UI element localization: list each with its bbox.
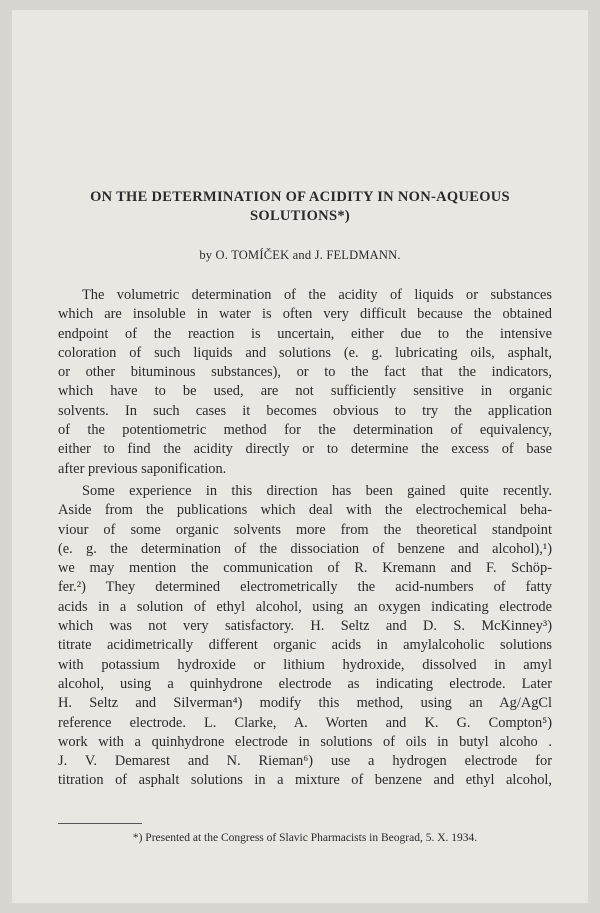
footnote-divider: [58, 823, 142, 824]
text-line: we may mention the communication of R. Kremann and F. Schöp-: [58, 560, 552, 577]
text-line: titrate acidimetrically different organic acids in amylalcoholic solutions: [58, 637, 552, 654]
text-line: or other bituminous substances), or to the fact that the indicators,: [58, 364, 552, 381]
text-line: work with a quinhydrone electrode in solutions of oils in butyl alcoho .: [58, 733, 552, 750]
text-line: of the potentiometric method for the determination of equivalency,: [58, 422, 552, 439]
text-line: acids in a solution of ethyl alcohol, using an oxygen indicating electrode: [58, 598, 552, 615]
paragraph-2: [58, 482, 552, 791]
paragraph-1: [58, 286, 552, 479]
text-line: (e. g. the determination of the dissociation of benzene and alcohol),¹): [58, 540, 552, 557]
text-line: fer.²) They determined electrometrically the acid-numbers of fatty: [58, 579, 552, 596]
text-line: titration of asphalt solutions in a mixture of benzene and ethyl alcohol,: [58, 772, 552, 789]
text-line: H. Seltz and Silverman⁴) modify this method, using an Ag/AgCl: [58, 695, 552, 712]
article-title: [12, 188, 588, 226]
text-line: after previous saponification.: [58, 460, 227, 477]
text-line: endpoint of the reaction is uncertain, either due to the intensive: [58, 325, 552, 342]
footnote: *) Presented at the Congress of Slavic Pharmacists in Beograd, 5. X. 1934.: [132, 832, 478, 844]
title-line-1: ON THE DETERMINATION OF ACIDITY IN NON-AQUEOUS: [90, 189, 510, 205]
text-line: which are insoluble in water is often very difficult because the obtained: [58, 306, 552, 323]
text-line: Aside from the publications which deal with the electrochemical beha-: [58, 502, 552, 519]
text-line: which was not very satisfactory. H. Seltz and D. S. McKinney³): [58, 618, 552, 635]
text-line: coloration of such liquids and solutions (e. g. lubricating oils, asphalt,: [58, 344, 552, 361]
text-line: viour of some organic solvents more from the theoretical standpoint: [58, 521, 552, 538]
text-line: J. V. Demarest and N. Rieman⁶) use a hydrogen electrode for: [58, 753, 552, 770]
text-line: alcohol, using a quinhydrone electrode as indicating electrode. Later: [58, 675, 552, 692]
text-line: The volumetric determination of the acidity of liquids or substances: [82, 287, 552, 303]
text-line: with potassium hydroxide or lithium hydroxide, dissolved in amyl: [58, 656, 552, 673]
title-line-2: SOLUTIONS*): [250, 208, 350, 224]
author-byline: by O. TOMÍČEK and J. FELDMANN.: [199, 248, 401, 262]
text-line: reference electrode. L. Clarke, A. Worten and K. G. Compton⁵): [58, 714, 552, 731]
article-body: [58, 286, 552, 791]
paper-page: [12, 10, 588, 903]
text-line: which have to be used, are not sufficiently sensitive in organic: [58, 383, 552, 400]
text-line: Some experience in this direction has been gained quite recently.: [82, 482, 552, 499]
text-line: solvents. In such cases it becomes obvious to try the application: [58, 402, 552, 419]
text-line: either to find the acidity directly or to determine the excess of base: [58, 441, 552, 458]
